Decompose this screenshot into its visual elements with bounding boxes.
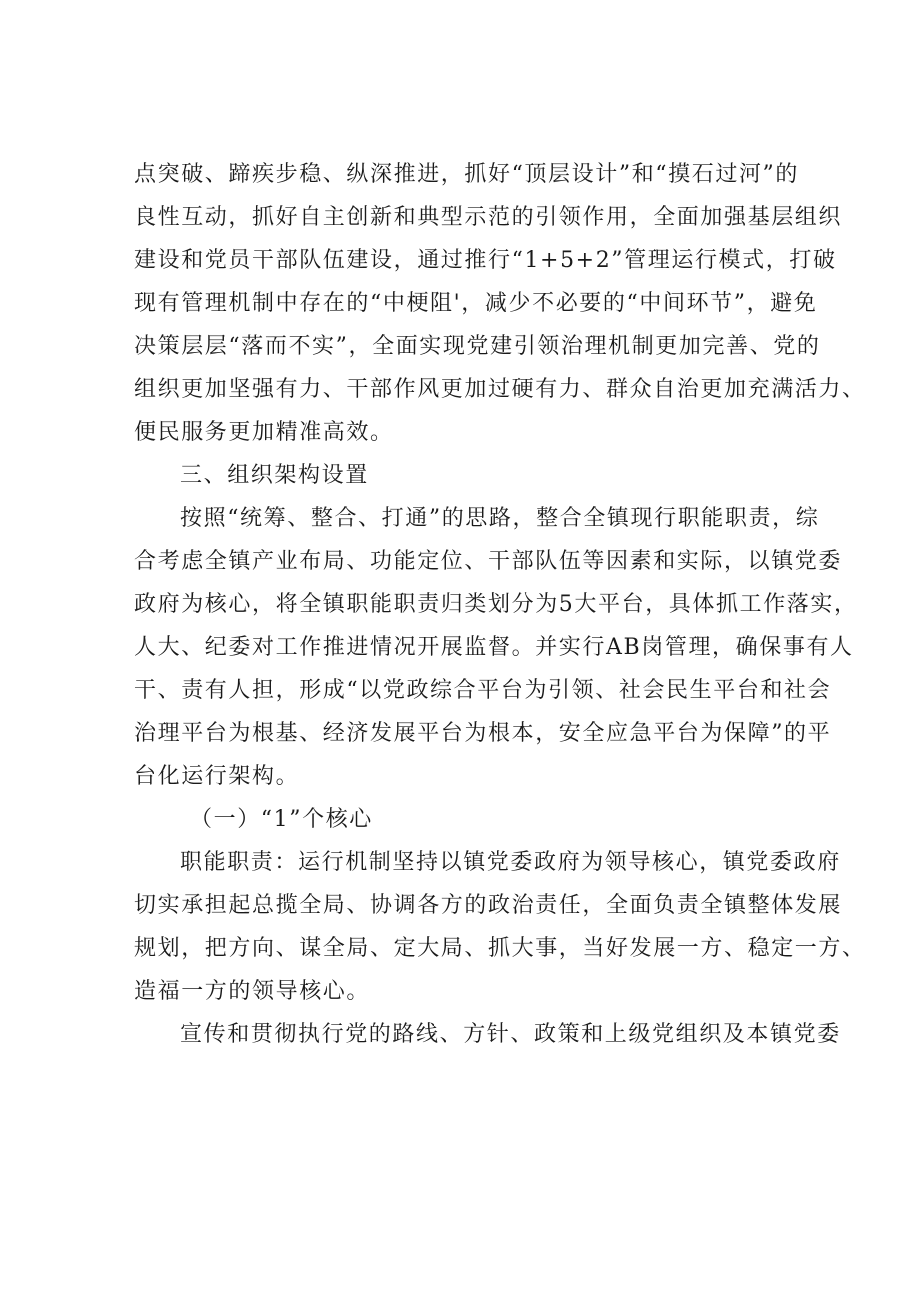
paragraph-line: 台化运行架构。 [134,764,300,789]
paragraph-line: 宣传和贯彻执行党的路线、方针、政策和上级党组织及本镇党委 [180,1022,841,1047]
paragraph-line: 良性互动，抓好自主创新和典型示范的引领作用，全面加强基层组织 [134,205,843,230]
paragraph-line: 治理平台为根基、经济发展平台为根本，安全应急平台为保障”的平 [134,721,832,746]
paragraph-line: 组织更加坚强有力、干部作风更加过硬有力、群众自治更加充满活力、 [134,377,866,402]
paragraph-line: 合考虑全镇产业布局、功能定位、干部队伍等因素和实际，以镇党委 [134,549,843,574]
paragraph-line: 政府为核心，将全镇职能职责归类划分为5大平台，具体抓工作落实， [134,592,858,617]
paragraph-line: 建设和党员干部队伍建设，通过推行“1+5+2”管理运行模式，打破 [134,248,837,273]
paragraph-line: 规划，把方向、谋全局、定大局、抓大事，当好发展一方、稳定一方、 [134,936,866,961]
subsection-heading: （一）“1”个核心 [190,807,373,832]
paragraph-line: 便民服务更加精准高效。 [134,420,394,445]
paragraph-line: 干、责有人担，形成“以党政综合平台为引领、社会民生平台和社会 [134,678,832,703]
paragraph-line: 职能职责：运行机制坚持以镇党委政府为领导核心，镇党委政府 [180,850,841,875]
section-heading: 三、组织架构设置 [180,463,369,488]
paragraph-line: 切实承担起总揽全局、协调各方的政治责任，全面负责全镇整体发展 [134,893,843,918]
paragraph-line: 人大、纪委对工作推进情况开展监督。并实行AB岗管理，确保事有人 [134,635,854,660]
paragraph-line: 按照“统筹、整合、打通”的思路，整合全镇现行职能职责，综 [180,506,820,531]
paragraph-line: 点突破、蹄疾步稳、纵深推进，抓好“顶层设计”和“摸石过河”的 [134,162,799,187]
paragraph-line: 决策层层“落而不实”，全面实现党建引领治理机制更加完善、党的 [134,334,821,359]
paragraph-line: 造福一方的领导核心。 [134,979,371,1004]
paragraph-line: 现有管理机制中存在的“中梗阻'，减少不必要的“中间环节”，避免 [134,291,818,316]
